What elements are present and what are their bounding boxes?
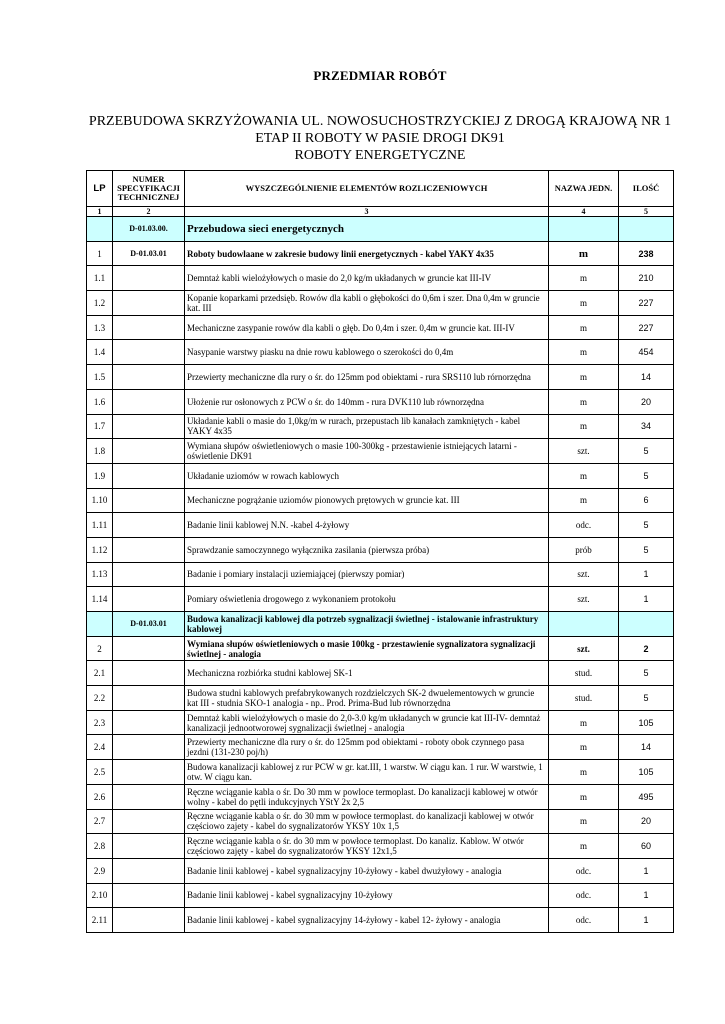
row-lp: 1.3 <box>87 315 113 340</box>
row-quantity: 5 <box>619 513 674 538</box>
row-unit <box>549 217 619 242</box>
row-unit: m <box>549 735 619 760</box>
column-number: 2 <box>113 207 185 217</box>
row-spec-number <box>113 661 185 686</box>
row-lp: 2.7 <box>87 809 113 834</box>
row-quantity: 1 <box>619 883 674 908</box>
row-description: Przewierty mechaniczne dla rury o śr. do 125mm pod obiektami - roboty obok czynnego pasa jezdni (131-230 poj/h) <box>185 735 549 760</box>
row-quantity <box>619 217 674 242</box>
table-row <box>87 858 674 883</box>
row-description: Nasypanie warstwy piasku na dnie rowu kablowego o szerokości do 0,4m <box>185 340 549 365</box>
table-row <box>87 735 674 760</box>
row-description: Badanie linii kablowej - kabel sygnalizacyjny 10-żyłowy <box>185 883 549 908</box>
row-unit: stud. <box>549 661 619 686</box>
row-lp: 2.9 <box>87 858 113 883</box>
row-quantity: 454 <box>619 340 674 365</box>
row-spec-number <box>113 266 185 291</box>
row-unit: odc. <box>549 858 619 883</box>
row-quantity: 2 <box>619 636 674 661</box>
row-spec-number <box>113 488 185 513</box>
row-unit: m <box>549 340 619 365</box>
row-lp: 2.8 <box>87 834 113 859</box>
row-lp: 1.12 <box>87 537 113 562</box>
row-quantity: 14 <box>619 365 674 390</box>
row-lp: 1.9 <box>87 463 113 488</box>
header-description: WYSZCZEGÓLNIENIE ELEMENTÓW ROZLICZENIOWYCH <box>185 171 549 207</box>
subtitle-line-1: PRZEBUDOWA SKRZYŻOWANIA UL. NOWOSUCHOSTRZYCKIEJ Z DROGĄ KRAJOWĄ NR 1 <box>88 114 672 129</box>
row-unit: szt. <box>549 562 619 587</box>
row-description: Badanie i pomiary instalacji uziemiającej (pierwszy pomiar) <box>185 562 549 587</box>
row-description: Badanie linii kablowej - kabel sygnalizacyjny 10-żyłowy - kabel dwużyłowy - analogia <box>185 858 549 883</box>
row-lp <box>87 612 113 637</box>
row-spec-number: D-01.03.00. <box>113 217 185 242</box>
row-lp: 1.2 <box>87 291 113 316</box>
row-unit: m <box>549 760 619 785</box>
row-spec-number <box>113 686 185 711</box>
row-unit: prób <box>549 537 619 562</box>
row-spec-number <box>113 710 185 735</box>
row-spec-number: D-01.03.01 <box>113 241 185 266</box>
row-lp: 2.5 <box>87 760 113 785</box>
row-unit: szt. <box>549 439 619 464</box>
table-row <box>87 389 674 414</box>
row-spec-number <box>113 562 185 587</box>
row-description: Mechaniczne pogrążanie uziomów pionowych prętowych w gruncie kat. III <box>185 488 549 513</box>
row-quantity: 5 <box>619 439 674 464</box>
row-description: Przebudowa sieci energetycznych <box>185 217 549 242</box>
row-unit: stud. <box>549 686 619 711</box>
row-lp: 2.10 <box>87 883 113 908</box>
table-row <box>87 809 674 834</box>
header-unit: NAZWA JEDN. <box>549 171 619 207</box>
row-description: Budowa kanalizacji kablowej z rur PCW w gr. kat.III, 1 warstw. W ciągu kan. 1 rur. W warstwie, 1 otw. W ciągu kan. <box>185 760 549 785</box>
row-description: Roboty budowlaane w zakresie budowy linii energetycznych - kabel YAKY 4x35 <box>185 241 549 266</box>
row-quantity: 227 <box>619 315 674 340</box>
row-spec-number <box>113 291 185 316</box>
row-spec-number <box>113 636 185 661</box>
row-unit: m <box>549 241 619 266</box>
table-row <box>87 365 674 390</box>
row-unit: m <box>549 389 619 414</box>
row-spec-number <box>113 809 185 834</box>
header-lp: LP <box>87 171 113 207</box>
row-description: Budowa studni kablowych prefabrykowanych rozdzielczych SK-2 dwuelementowych w gruncie kat III - studnia SKO-1 analogia - np.. Prod. Prima-Bud lub równorzędna <box>185 686 549 711</box>
table-row <box>87 760 674 785</box>
row-lp: 2.11 <box>87 908 113 933</box>
table-row <box>87 636 674 661</box>
column-number: 3 <box>185 207 549 217</box>
row-spec-number <box>113 760 185 785</box>
row-quantity: 1 <box>619 858 674 883</box>
document-title: PRZEDMIAR ROBÓT <box>313 68 447 83</box>
table-row <box>87 488 674 513</box>
subtitle-line-3: ROBOTY ENERGETYCZNE <box>294 148 466 163</box>
section-row <box>87 217 674 242</box>
row-lp: 1.11 <box>87 513 113 538</box>
row-unit: m <box>549 784 619 809</box>
row-description: Kopanie koparkami przedsięb. Rowów dla kabli o głębokości do 0,6m i szer. Dna 0,4m w gruncie kat. III <box>185 291 549 316</box>
row-quantity: 5 <box>619 686 674 711</box>
row-spec-number <box>113 858 185 883</box>
row-quantity: 14 <box>619 735 674 760</box>
row-quantity: 34 <box>619 414 674 439</box>
row-quantity: 5 <box>619 463 674 488</box>
row-lp: 2.4 <box>87 735 113 760</box>
row-lp: 2.1 <box>87 661 113 686</box>
row-spec-number <box>113 315 185 340</box>
row-quantity <box>619 612 674 637</box>
row-lp: 1.4 <box>87 340 113 365</box>
row-quantity: 1 <box>619 587 674 612</box>
row-description: Mechaniczne zasypanie rowów dla kabli o głęb. Do 0,4m i szer. 0,4m w gruncie kat. III-IV <box>185 315 549 340</box>
column-number: 1 <box>87 207 113 217</box>
row-unit: m <box>549 315 619 340</box>
row-quantity: 210 <box>619 266 674 291</box>
table-row <box>87 883 674 908</box>
row-quantity: 105 <box>619 760 674 785</box>
table-row <box>87 266 674 291</box>
row-spec-number: D-01.03.01 <box>113 612 185 637</box>
row-quantity: 105 <box>619 710 674 735</box>
row-quantity: 6 <box>619 488 674 513</box>
row-quantity: 1 <box>619 908 674 933</box>
row-quantity: 238 <box>619 241 674 266</box>
row-description: Badanie linii kablowej N.N. -kabel 4-żyłowy <box>185 513 549 538</box>
column-number: 5 <box>619 207 674 217</box>
row-spec-number <box>113 439 185 464</box>
row-spec-number <box>113 834 185 859</box>
row-unit: m <box>549 488 619 513</box>
row-description: Ręczne wciąganie kabla o śr. do 30 mm w powłoce termoplast. Do kanaliz. Kablow. W otwór częściowo zajęty - kabel do sygnalizatorów YKSY 12x1,5 <box>185 834 549 859</box>
row-lp: 1.7 <box>87 414 113 439</box>
row-lp: 1.13 <box>87 562 113 587</box>
table-row <box>87 784 674 809</box>
row-description: Ręczne wciąganie kabla o śr. do 30 mm w powłoce termoplast. do kanalizacji kablowej w otwór częściowo zajety - kabel do sygnalizatorów YKSY 10x 1,5 <box>185 809 549 834</box>
row-lp: 1.1 <box>87 266 113 291</box>
row-description: Sprawdzanie samoczynnego wyłącznika zasilania (pierwsza próba) <box>185 537 549 562</box>
table-row <box>87 513 674 538</box>
table-row <box>87 537 674 562</box>
row-spec-number <box>113 587 185 612</box>
row-unit: szt. <box>549 636 619 661</box>
row-description: Przewierty mechaniczne dla rury o śr. do 125mm pod obiektami - rura SRS110 lub rórnorzędna <box>185 365 549 390</box>
row-lp: 1 <box>87 241 113 266</box>
table-row <box>87 340 674 365</box>
row-spec-number <box>113 908 185 933</box>
row-unit: m <box>549 809 619 834</box>
row-unit: odc. <box>549 513 619 538</box>
row-description: Badanie linii kablowej - kabel sygnalizacyjny 14-żyłowy - kabel 12- żyłowy - analogia <box>185 908 549 933</box>
table-row <box>87 908 674 933</box>
table-row <box>87 414 674 439</box>
row-lp <box>87 217 113 242</box>
row-quantity: 495 <box>619 784 674 809</box>
row-description: Budowa kanalizacji kablowej dla potrzeb sygnalizacji świetlnej - istalowanie infrastruktury kablowej <box>185 612 549 637</box>
row-unit: m <box>549 414 619 439</box>
bill-of-quantities-table <box>86 170 674 933</box>
row-spec-number <box>113 883 185 908</box>
column-number-row <box>87 207 674 217</box>
row-quantity: 5 <box>619 661 674 686</box>
row-lp: 2.2 <box>87 686 113 711</box>
subtitle-line-2: ETAP II ROBOTY W PASIE DROGI DK91 <box>255 131 505 146</box>
table-row <box>87 834 674 859</box>
table-row <box>87 291 674 316</box>
table-row <box>87 710 674 735</box>
table-row <box>87 241 674 266</box>
section-row <box>87 612 674 637</box>
row-spec-number <box>113 365 185 390</box>
column-number: 4 <box>549 207 619 217</box>
row-unit: m <box>549 266 619 291</box>
row-lp: 1.5 <box>87 365 113 390</box>
row-quantity: 227 <box>619 291 674 316</box>
row-description: Ręczne wciąganie kabla o śr. Do 30 mm w powloce termoplast. Do kanalizacji kablowej w otwór wolny - kabel do pętli indukcyjnych YStY 2x 2,5 <box>185 784 549 809</box>
row-spec-number <box>113 340 185 365</box>
row-description: Pomiary oświetlenia drogowego z wykonaniem protokołu <box>185 587 549 612</box>
row-spec-number <box>113 784 185 809</box>
row-lp: 1.8 <box>87 439 113 464</box>
row-quantity: 60 <box>619 834 674 859</box>
row-lp: 2.6 <box>87 784 113 809</box>
row-spec-number <box>113 463 185 488</box>
header-spec: NUMER SPECYFIKACJI TECHNICZNEJ <box>113 171 185 207</box>
row-description: Wymiana słupów oświetleniowych o masie 100kg - przestawienie sygnalizatora sygnalizacji świetlnej - analogia <box>185 636 549 661</box>
header-row <box>87 171 674 207</box>
row-unit: odc. <box>549 883 619 908</box>
table-row <box>87 315 674 340</box>
header-quantity: ILOŚĆ <box>619 171 674 207</box>
row-unit <box>549 612 619 637</box>
row-quantity: 20 <box>619 809 674 834</box>
row-spec-number <box>113 414 185 439</box>
row-spec-number <box>113 389 185 414</box>
table-row <box>87 463 674 488</box>
row-lp: 2.3 <box>87 710 113 735</box>
row-quantity: 20 <box>619 389 674 414</box>
row-description: Układanie uziomów w rowach kablowych <box>185 463 549 488</box>
table-row <box>87 686 674 711</box>
table-row <box>87 661 674 686</box>
row-unit: odc. <box>549 908 619 933</box>
row-unit: m <box>549 291 619 316</box>
row-description: Demntaż kabli wielożyłowych o masie do 2,0 kg/m układanych w gruncie kat III-IV <box>185 266 549 291</box>
row-description: Demntaż kabli wielożyłowych o masie do 2,0-3.0 kg/m układanych w gruncie kat III-IV- demntaż kanalizacji jednootworowej sygnalizacji świetlnej - analogia <box>185 710 549 735</box>
row-spec-number <box>113 513 185 538</box>
row-description: Wymiana słupów oświetleniowych o masie 100-300kg - przestawienie istniejących latarni - oświetlenie DK91 <box>185 439 549 464</box>
row-lp: 1.6 <box>87 389 113 414</box>
row-unit: szt. <box>549 587 619 612</box>
row-spec-number <box>113 537 185 562</box>
row-lp: 2 <box>87 636 113 661</box>
table-row <box>87 439 674 464</box>
row-unit: m <box>549 710 619 735</box>
row-description: Ułożenie rur osłonowych z PCW o śr. do 140mm - rura DVK110 lub równorzędna <box>185 389 549 414</box>
row-description: Mechaniczna rozbiórka studni kablowej SK-1 <box>185 661 549 686</box>
row-unit: m <box>549 365 619 390</box>
row-unit: m <box>549 834 619 859</box>
row-spec-number <box>113 735 185 760</box>
row-lp: 1.14 <box>87 587 113 612</box>
row-quantity: 5 <box>619 537 674 562</box>
row-lp: 1.10 <box>87 488 113 513</box>
row-unit: m <box>549 463 619 488</box>
table-row <box>87 587 674 612</box>
row-quantity: 1 <box>619 562 674 587</box>
table-row <box>87 562 674 587</box>
row-description: Układanie kabli o masie do 1,0kg/m w rurach, przepustach lib kanałach zamkniętych - kabel YAKY 4x35 <box>185 414 549 439</box>
